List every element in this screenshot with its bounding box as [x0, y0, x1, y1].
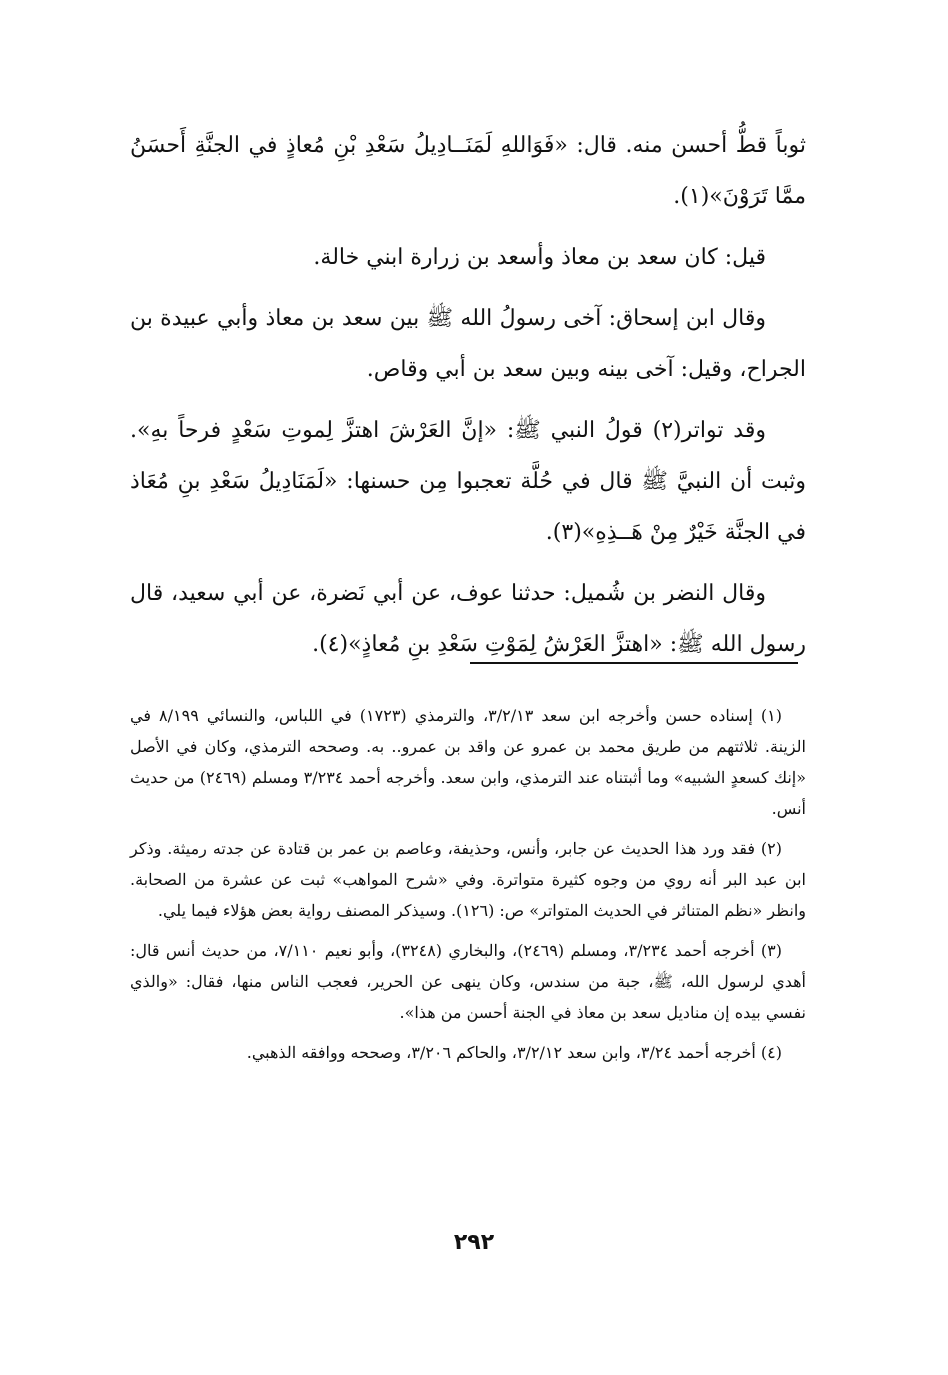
main-paragraph: ثوباً قطُّ أحسن منه. قال: «فَوَاللهِ لَمَنَــادِيلُ سَعْدِ بْنِ مُعاذٍ في الجنَّةِ أَحسَنُ ممَّا تَرَوْنَ»(١).	[130, 133, 806, 209]
page-number: ٢٩٢	[453, 1230, 495, 1255]
main-paragraph: وقال النضر بن شُميل: حدثنا عوف، عن أبي نَضرة، عن أبي سعيد، قال رسول الله ﷺ: «اهتزَّ العَرْشُ لِمَوْتِ سَعْدِ بنِ مُعاذٍ»(٤).	[130, 581, 806, 657]
footnote-4: (٤) أخرجه أحمد ٣/٢٤، وابن سعد ٣/٢/١٢، والحاكم ٣/٢٠٦، وصححه ووافقه الذهبي.	[246, 1043, 782, 1062]
main-paragraph: وقد تواتر(٢) قولُ النبي ﷺ: «إنَّ العَرْشَ اهتزَّ لِموتِ سَعْدٍ فرحاً بهِ». وثبت أن النبيَّ ﷺ قال في حُلَّة تعجبوا مِن حسنها: «لَمَنَادِيلُ سَعْدِ بنِ مُعَاذ في الجنَّة خَيْرٌ مِنْ هَــذِهِ»(٣).	[130, 418, 807, 545]
main-text	[130, 120, 806, 680]
main-paragraph: قيل: كان سعد بن معاذ وأسعد بن زرارة ابني خالة.	[313, 245, 766, 270]
footnotes	[130, 700, 806, 1077]
footnote-1: (١) إسناده حسن وأخرجه ابن سعد ٣/٢/١٣، والترمذي (١٧٢٣) في اللباس، والنسائي ٨/١٩٩ في الزينة. ثلاثتهم من طريق محمد بن عمرو عن واقد بن عمرو.. به. وصححه الترمذي، وكان في الأصل «إنك كسعدٍ الشبيه» وما أثبتناه عند الترمذي، وابن سعد. وأخرجه أحمد ٣/٢٣٤ ومسلم (٢٤٦٩) من حديث أنس.	[130, 706, 806, 818]
footnote-3: (٣) أخرجه أحمد ٣/٢٣٤، ومسلم (٢٤٦٩)، والبخاري (٣٢٤٨)، وأبو نعيم ٧/١١٠، من حديث أنس قال: أهدي لرسول الله، ﷺ، جبة من سندس، وكان ينهى عن الحرير، فعجب الناس منها، فقال: «والذي نفسي بيده إن مناديل سعد بن معاذ في الجنة أحسن من هذا».	[130, 941, 806, 1022]
footnote-separator	[470, 662, 798, 664]
main-paragraph: وقال ابن إسحاق: آخى رسولُ الله ﷺ بين سعد بن معاذ وأبي عبيدة بن الجراح، وقيل: آخى بينه وبين سعد بن أبي وقاص.	[130, 306, 806, 382]
footnote-2: (٢) فقد ورد هذا الحديث عن جابر، وأنس، وحذيفة، وعاصم بن عمر بن قتادة عن جدته رميثة. وذكر ابن عبد البر أنه روي من وجوه كثيرة متواترة. وفي «شرح المواهب» ثبت عن عشرة من الصحابة. وانظر «نظم المتناثر في الحديث المتواتر» ص: (١٢٦). وسيذكر المصنف رواية بعض هؤلاء فيما يلي.	[130, 839, 806, 920]
